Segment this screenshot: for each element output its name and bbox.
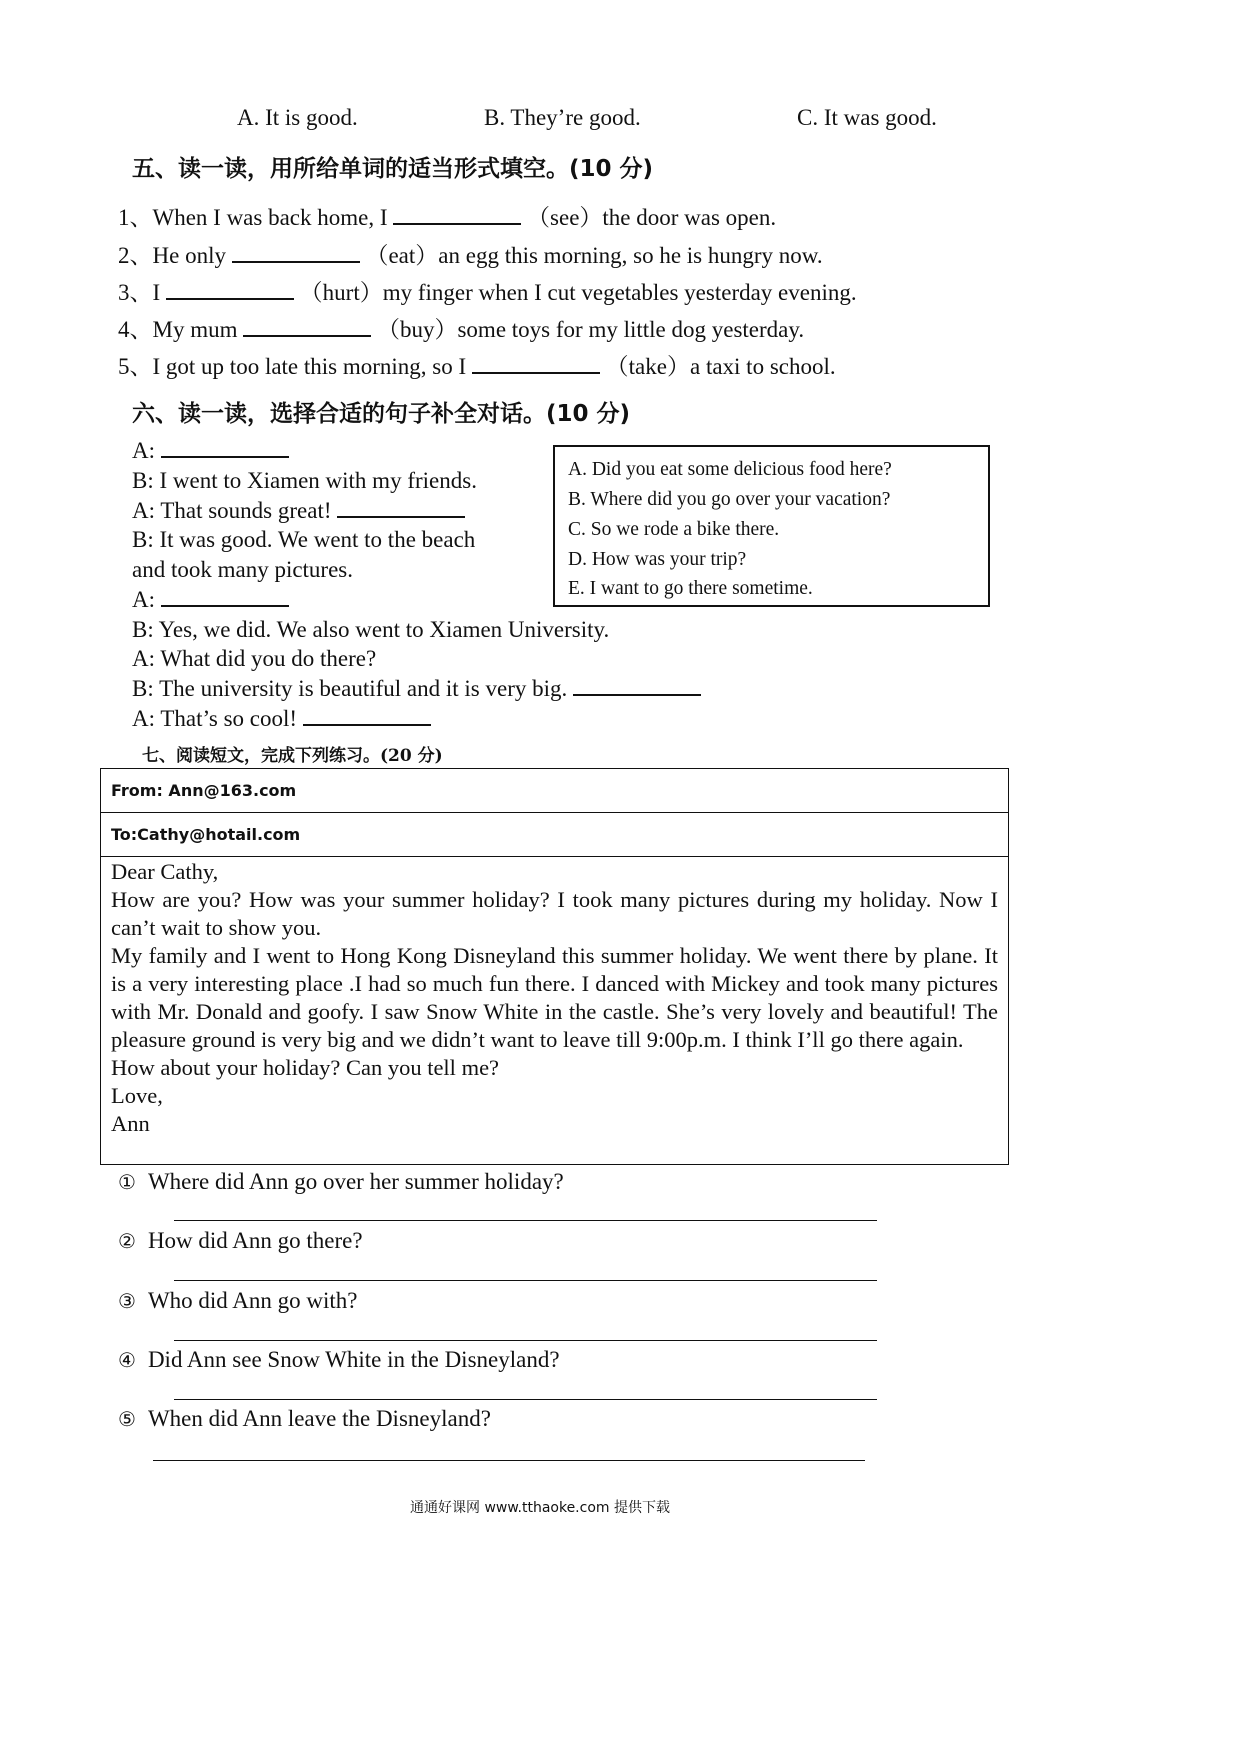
option-a: A. Did you eat some delicious food here? xyxy=(568,459,892,480)
email-greeting: Dear Cathy, xyxy=(111,859,219,884)
section5-item-2 xyxy=(118,237,823,270)
answer-line-5[interactable] xyxy=(153,1460,865,1461)
section6-title: 六、读一读，选择合适的句子补全对话。(10 分) xyxy=(132,401,631,427)
section7-title: 七、阅读短文，完成下列练习。(20 分) xyxy=(142,746,443,766)
item-text-after: some toys for my little dog yesterday. xyxy=(457,317,805,342)
item-text-before: I got up too late this morning, so I xyxy=(152,354,467,379)
answer-blank[interactable] xyxy=(161,587,289,607)
answer-blank[interactable] xyxy=(232,243,360,263)
dialogue-line-2: B: I went to Xiamen with my friends. xyxy=(132,468,477,493)
options-box xyxy=(553,445,990,607)
email-to: To:Cathy@hotail.com xyxy=(111,825,301,844)
section5-item-3 xyxy=(118,274,857,307)
item-text-before: He only xyxy=(152,243,226,268)
dialogue-text: A: xyxy=(132,438,155,463)
option-b: B. Where did you go over your vacation? xyxy=(568,489,891,510)
question-text: Where did Ann go over her summer holiday? xyxy=(147,1169,564,1194)
dialogue-text: A: That sounds great! xyxy=(132,498,332,523)
email-paragraph-3: How about your holiday? Can you tell me? xyxy=(111,1055,500,1080)
question-5 xyxy=(118,1406,491,1432)
item-text-after: the door was open. xyxy=(602,205,777,230)
question-mark: ② xyxy=(118,1231,136,1253)
verb-hint: （take） xyxy=(605,354,690,379)
question-3 xyxy=(118,1288,357,1314)
item-text-before: I xyxy=(152,280,161,305)
section5-title: 五、读一读，用所给单词的适当形式填空。(10 分) xyxy=(132,156,654,182)
prev-option-b: B. They’re good. xyxy=(484,105,641,130)
question-mark: ⑤ xyxy=(118,1409,136,1431)
email-paragraph-2: My family and I went to Hong Kong Disneyland this summer holiday. We went there by plane. It is a very interesting place .I had so much fun there. I danced with Mickey and took many pictures with Mr. Donald and goofy. I saw Snow White in the castle. She’s very lovely and beautiful! The pleasure ground is very big and we didn’t want to leave till 9:00p.m. I think I’ll go there again. xyxy=(111,943,998,1052)
dialogue-text: A: That’s so cool! xyxy=(132,706,298,731)
question-mark: ④ xyxy=(118,1350,136,1372)
answer-line-1[interactable] xyxy=(174,1220,877,1221)
email-paragraph-1: How are you? How was your summer holiday? I took many pictures during my holiday. Now I can’t wait to show you. xyxy=(111,887,998,940)
email-from: From: Ann@163.com xyxy=(111,781,297,800)
answer-blank[interactable] xyxy=(166,280,294,300)
question-text: How did Ann go there? xyxy=(147,1228,363,1253)
answer-line-2[interactable] xyxy=(174,1280,877,1281)
answer-blank[interactable] xyxy=(337,498,465,518)
dialogue-line-9 xyxy=(132,676,701,702)
dialogue-text: B: The university is beautiful and it is very big. xyxy=(132,676,568,701)
answer-blank[interactable] xyxy=(161,438,289,458)
dialogue-line-6 xyxy=(132,587,289,613)
option-e: E. I want to go there sometime. xyxy=(568,578,813,599)
option-c: C. So we rode a bike there. xyxy=(568,519,780,540)
prev-option-a: A. It is good. xyxy=(237,105,358,130)
question-text: When did Ann leave the Disneyland? xyxy=(147,1406,491,1431)
dialogue-line-3 xyxy=(132,498,465,524)
answer-blank[interactable] xyxy=(573,676,701,696)
section5-item-1 xyxy=(118,199,776,232)
dialogue-line-10 xyxy=(132,706,431,732)
email-signature: Ann xyxy=(111,1111,150,1136)
email-from-row xyxy=(101,769,1008,813)
dialogue-line-4: B: It was good. We went to the beach xyxy=(132,527,476,552)
item-text-before: My mum xyxy=(152,317,238,342)
email-body xyxy=(111,858,998,1138)
dialogue-line-7: B: Yes, we did. We also went to Xiamen University. xyxy=(132,617,610,642)
dialogue-line-5: and took many pictures. xyxy=(132,557,354,582)
email-to-row xyxy=(101,813,1008,857)
section5-item-4 xyxy=(118,311,804,344)
answer-blank[interactable] xyxy=(243,317,371,337)
verb-hint: （see） xyxy=(527,205,603,230)
section5-item-5 xyxy=(118,348,836,381)
item-text-after: my finger when I cut vegetables yesterday evening. xyxy=(382,280,857,305)
email-box xyxy=(100,768,1009,1165)
answer-blank[interactable] xyxy=(393,205,521,225)
verb-hint: （buy） xyxy=(376,317,458,342)
prev-option-c: C. It was good. xyxy=(797,105,937,130)
answer-line-4[interactable] xyxy=(174,1399,877,1400)
verb-hint: （hurt） xyxy=(299,280,383,305)
item-text-after: a taxi to school. xyxy=(689,354,836,379)
email-closing: Love, xyxy=(111,1083,163,1108)
dialogue-line-1 xyxy=(132,438,289,464)
dialogue-text: A: xyxy=(132,587,155,612)
question-1 xyxy=(118,1169,564,1195)
option-d: D. How was your trip? xyxy=(568,549,747,570)
footer-source: 通通好课网 www.tthaoke.com 提供下载 xyxy=(410,1500,670,1516)
answer-blank[interactable] xyxy=(303,706,431,726)
question-mark: ① xyxy=(118,1172,136,1194)
item-number: 3、 xyxy=(118,280,153,305)
verb-hint: （eat） xyxy=(365,243,439,268)
question-4 xyxy=(118,1347,560,1373)
question-text: Did Ann see Snow White in the Disneyland? xyxy=(147,1347,560,1372)
item-text-after: an egg this morning, so he is hungry now. xyxy=(438,243,823,268)
item-number: 1、 xyxy=(118,205,153,230)
question-text: Who did Ann go with? xyxy=(147,1288,358,1313)
dialogue-line-8: A: What did you do there? xyxy=(132,646,377,671)
answer-line-3[interactable] xyxy=(174,1340,877,1341)
answer-blank[interactable] xyxy=(472,354,600,374)
item-text-before: When I was back home, I xyxy=(152,205,388,230)
question-2 xyxy=(118,1228,363,1254)
item-number: 5、 xyxy=(118,354,153,379)
question-mark: ③ xyxy=(118,1291,136,1313)
item-number: 2、 xyxy=(118,243,153,268)
item-number: 4、 xyxy=(118,317,153,342)
